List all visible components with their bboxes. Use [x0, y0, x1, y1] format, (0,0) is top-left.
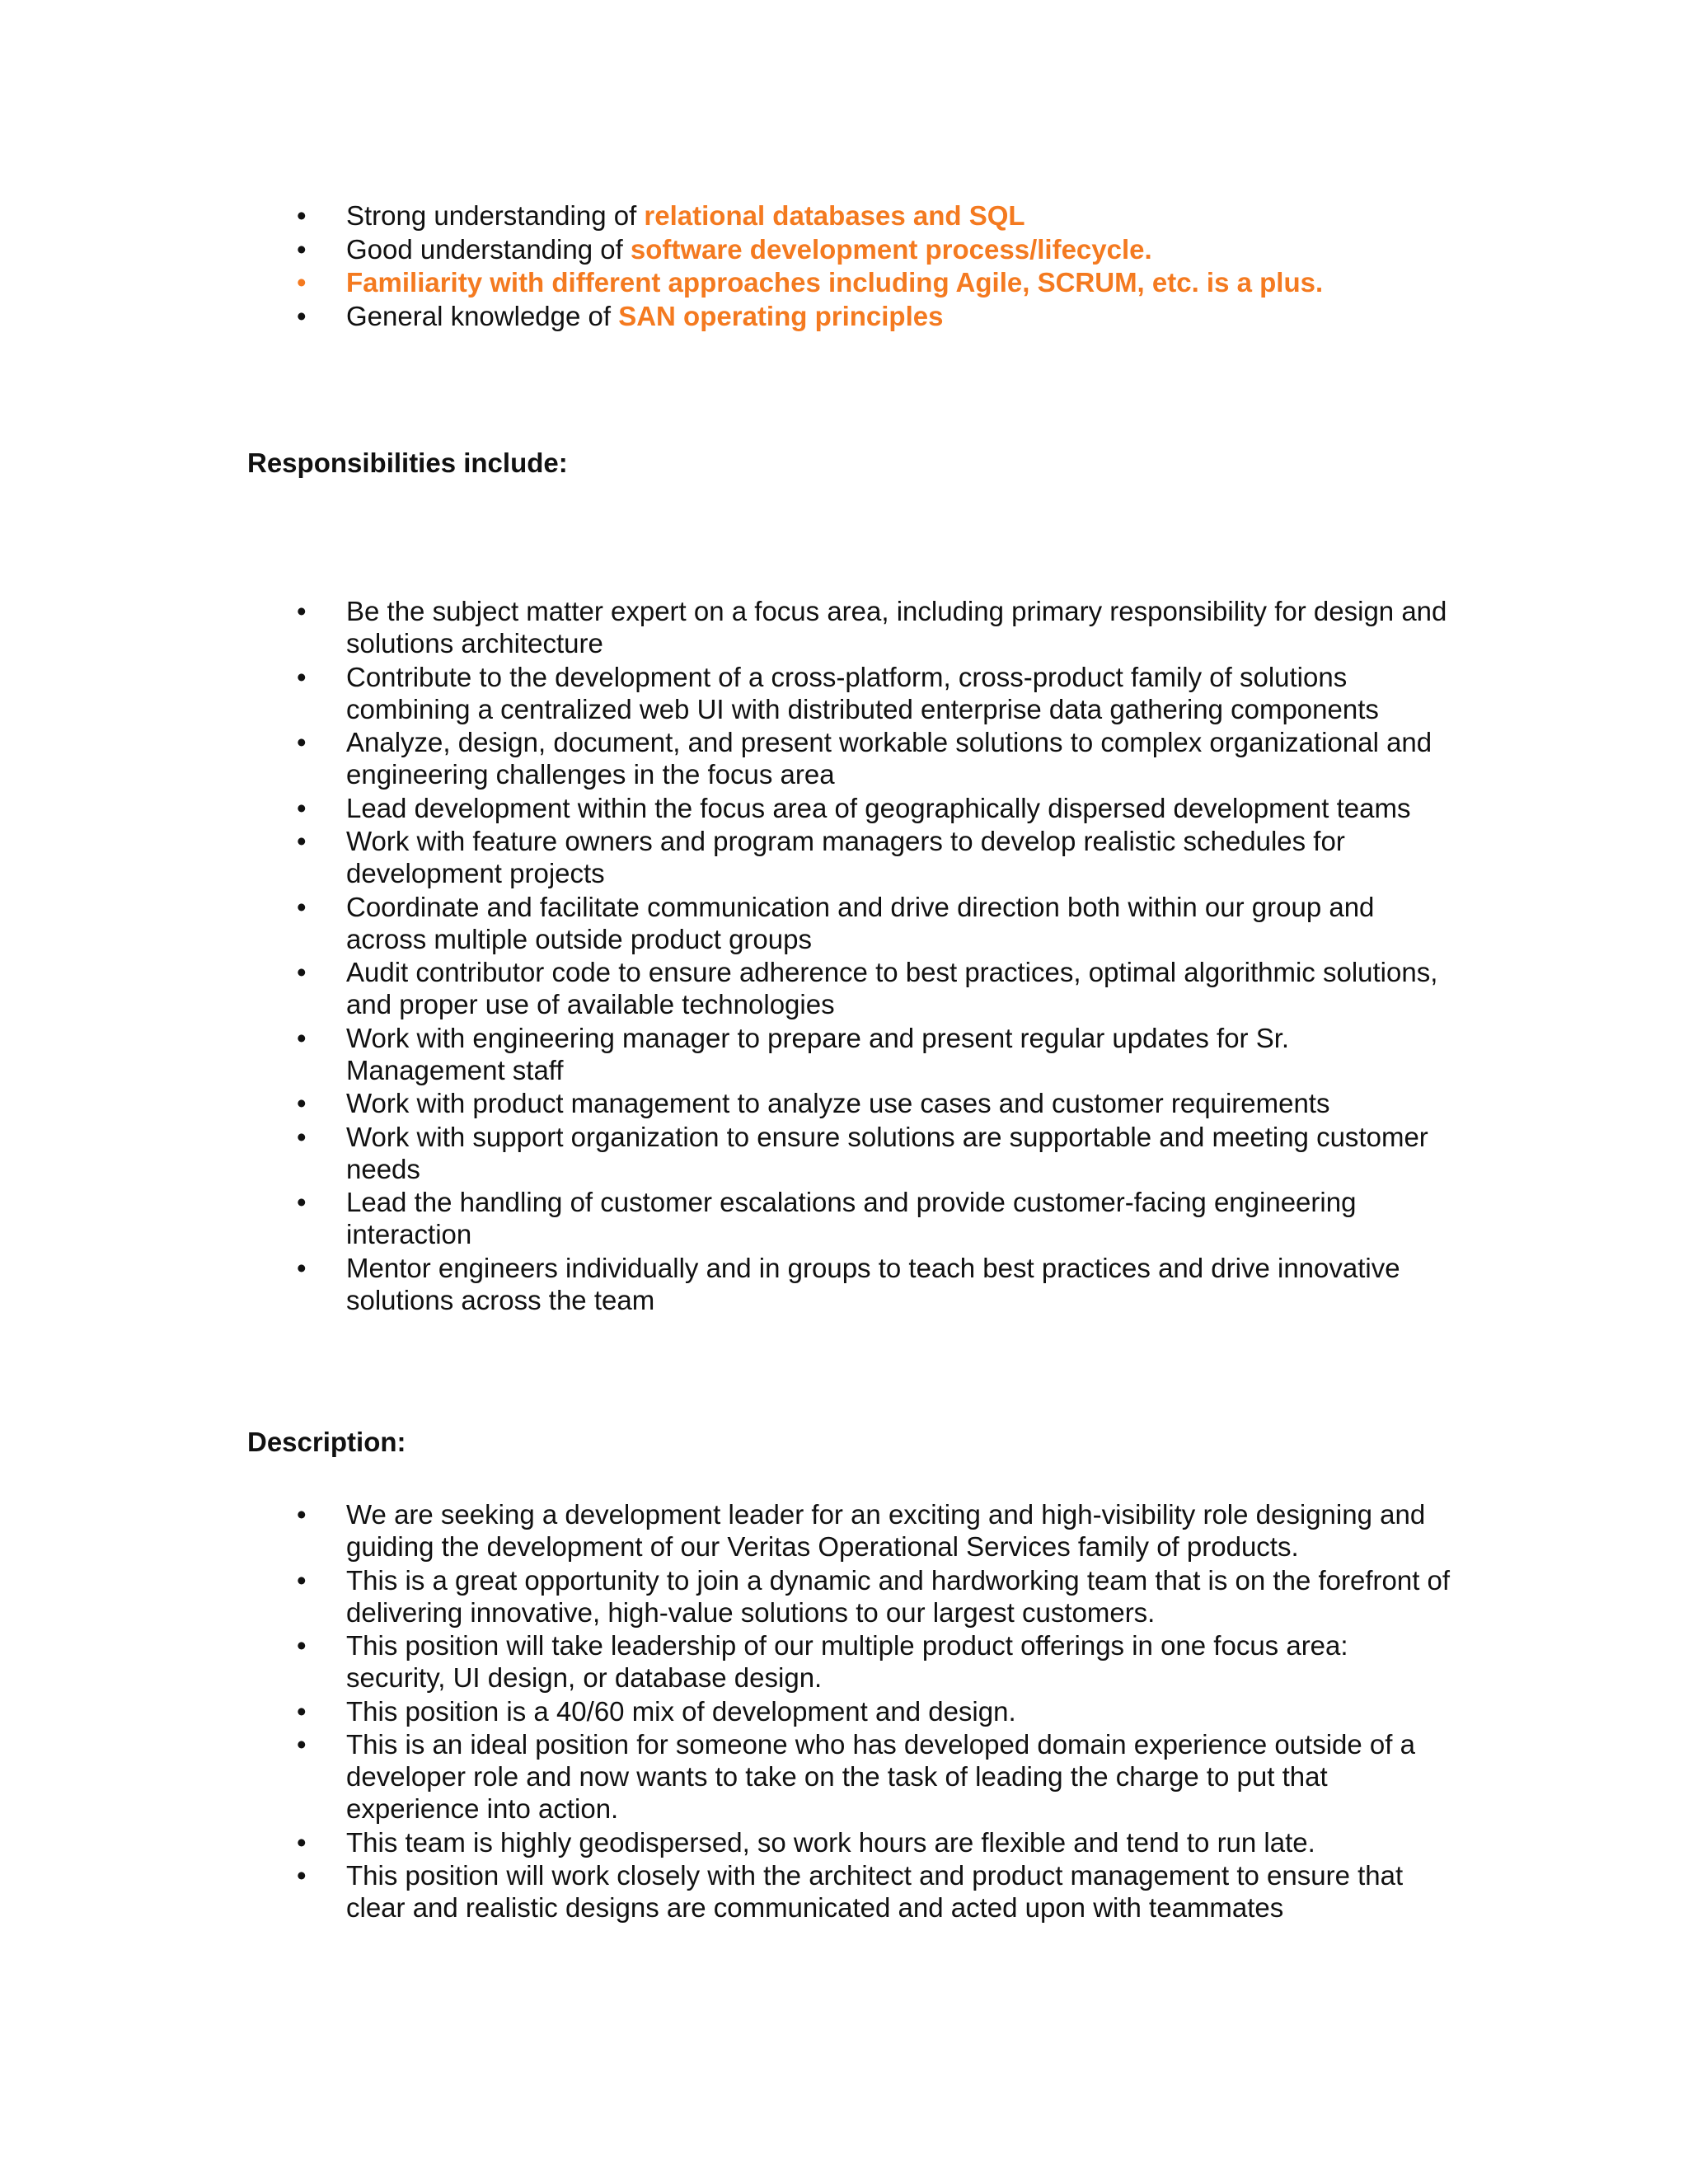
list-item — [297, 1826, 1451, 1858]
description-heading: Description: — [247, 1427, 406, 1457]
list-item-text: This position will take leadership of our multiple product offerings in one focus area: security, UI design, or database design. — [346, 1630, 1348, 1693]
list-item-text: Audit contributor code to ensure adherence to best practices, optimal algorithmic solutions, and proper use of available technologies — [346, 957, 1438, 1019]
list-item-text: Work with product management to analyze use cases and customer requirements — [346, 1088, 1330, 1118]
list-item — [297, 1629, 1451, 1694]
list-item — [297, 1121, 1451, 1185]
bullet-icon: • — [297, 1121, 307, 1152]
bullet-icon: • — [297, 1729, 307, 1760]
bullet-icon: • — [297, 826, 307, 856]
skill-highlight: software development process/lifecycle. — [630, 233, 1152, 265]
bullet-icon: • — [297, 1187, 307, 1217]
skill-prefix: Good understanding of — [346, 233, 631, 265]
list-item-text: Work with engineering manager to prepare and present regular updates for Sr. Management staff — [346, 1022, 1290, 1085]
list-item-text: Analyze, design, document, and present workable solutions to complex organizational and engineering challenges in the focus area — [346, 727, 1432, 790]
list-item — [297, 1859, 1451, 1924]
bullet-icon: • — [297, 1252, 307, 1283]
bullet-icon: • — [297, 1564, 307, 1596]
bullet-icon: • — [297, 300, 307, 331]
list-item — [297, 1022, 1451, 1086]
skill-highlight: SAN operating principles — [618, 300, 944, 331]
skill-prefix: General knowledge of — [346, 300, 619, 331]
list-item — [297, 891, 1451, 955]
list-item — [297, 266, 1451, 298]
list-item-text: Be the subject matter expert on a focus area, including primary responsibility for design and solutions architecture — [346, 596, 1447, 658]
bullet-icon: • — [297, 1088, 307, 1118]
list-item — [297, 300, 1451, 332]
list-item — [297, 1252, 1451, 1316]
bullet-icon: • — [297, 200, 307, 231]
list-item — [297, 233, 1451, 265]
list-item-text: This is a great opportunity to join a dynamic and hardworking team that is on the forefront of delivering innovative, high-value solutions to our largest customers. — [346, 1564, 1451, 1628]
list-item — [297, 792, 1451, 824]
skill-highlight: Familiarity with different approaches including Agile, SCRUM, etc. is a plus. — [346, 267, 1324, 298]
list-item-text: Contribute to the development of a cross-platform, cross-product family of solutions combining a centralized web UI with distributed enterprise data gathering components — [346, 661, 1379, 724]
skill-highlight: relational databases and SQL — [644, 200, 1025, 231]
list-item-text: Coordinate and facilitate communication and drive direction both within our group and across multiple outside product groups — [346, 891, 1375, 954]
list-item — [297, 1498, 1451, 1563]
bullet-icon: • — [297, 957, 307, 987]
list-item-text: This is an ideal position for someone who has developed domain experience outside of a developer role and now wants to take on the task of leading the charge to put that experience into action. — [346, 1729, 1415, 1824]
list-item-text: This position will work closely with the architect and product management to ensure that clear and realistic designs are communicated and acted upon with teammates — [346, 1860, 1404, 1923]
list-item-text: This position is a 40/60 mix of development and design. — [346, 1695, 1016, 1727]
responsibilities-heading: Responsibilities include: — [247, 448, 568, 478]
bullet-icon: • — [297, 1022, 307, 1053]
bullet-icon: • — [297, 1499, 307, 1530]
bullet-icon: • — [297, 1695, 307, 1727]
bullet-icon: • — [297, 1826, 307, 1858]
list-item-text: Lead development within the focus area of geographically dispersed development teams — [346, 792, 1411, 823]
list-item-text: This team is highly geodispersed, so work hours are flexible and tend to run late. — [346, 1826, 1315, 1858]
bullet-icon: • — [297, 233, 307, 265]
list-item-text: Work with support organization to ensure solutions are supportable and meeting customer needs — [346, 1121, 1428, 1184]
list-item — [297, 825, 1451, 889]
list-item — [297, 661, 1451, 725]
list-item — [297, 1728, 1451, 1825]
description-list — [297, 1498, 1451, 1925]
list-item-text: Lead the handling of customer escalations and provide customer-facing engineering interaction — [346, 1187, 1357, 1249]
list-item — [297, 726, 1451, 790]
responsibilities-list — [297, 595, 1451, 1317]
bullet-icon: • — [297, 1630, 307, 1661]
bullet-icon: • — [297, 727, 307, 757]
list-item — [297, 956, 1451, 1020]
bullet-icon: • — [297, 267, 307, 298]
list-item — [297, 1186, 1451, 1250]
list-item-text: Work with feature owners and program managers to develop realistic schedules for development projects — [346, 826, 1345, 888]
bullet-icon: • — [297, 792, 307, 823]
list-item — [297, 1087, 1451, 1119]
list-item-text: Mentor engineers individually and in groups to teach best practices and drive innovative solutions across the team — [346, 1252, 1400, 1315]
list-item — [297, 1564, 1451, 1629]
list-item — [297, 595, 1451, 659]
bullet-icon: • — [297, 891, 307, 922]
bullet-icon: • — [297, 661, 307, 692]
list-item — [297, 1695, 1451, 1727]
list-item — [297, 199, 1451, 232]
skill-prefix: Strong understanding of — [346, 200, 645, 231]
bullet-icon: • — [297, 596, 307, 626]
list-item-text: We are seeking a development leader for an exciting and high-visibility role designing and guiding the development of our Veritas Operational Services family of products. — [346, 1499, 1426, 1562]
skills-list — [297, 199, 1451, 333]
bullet-icon: • — [297, 1860, 307, 1891]
